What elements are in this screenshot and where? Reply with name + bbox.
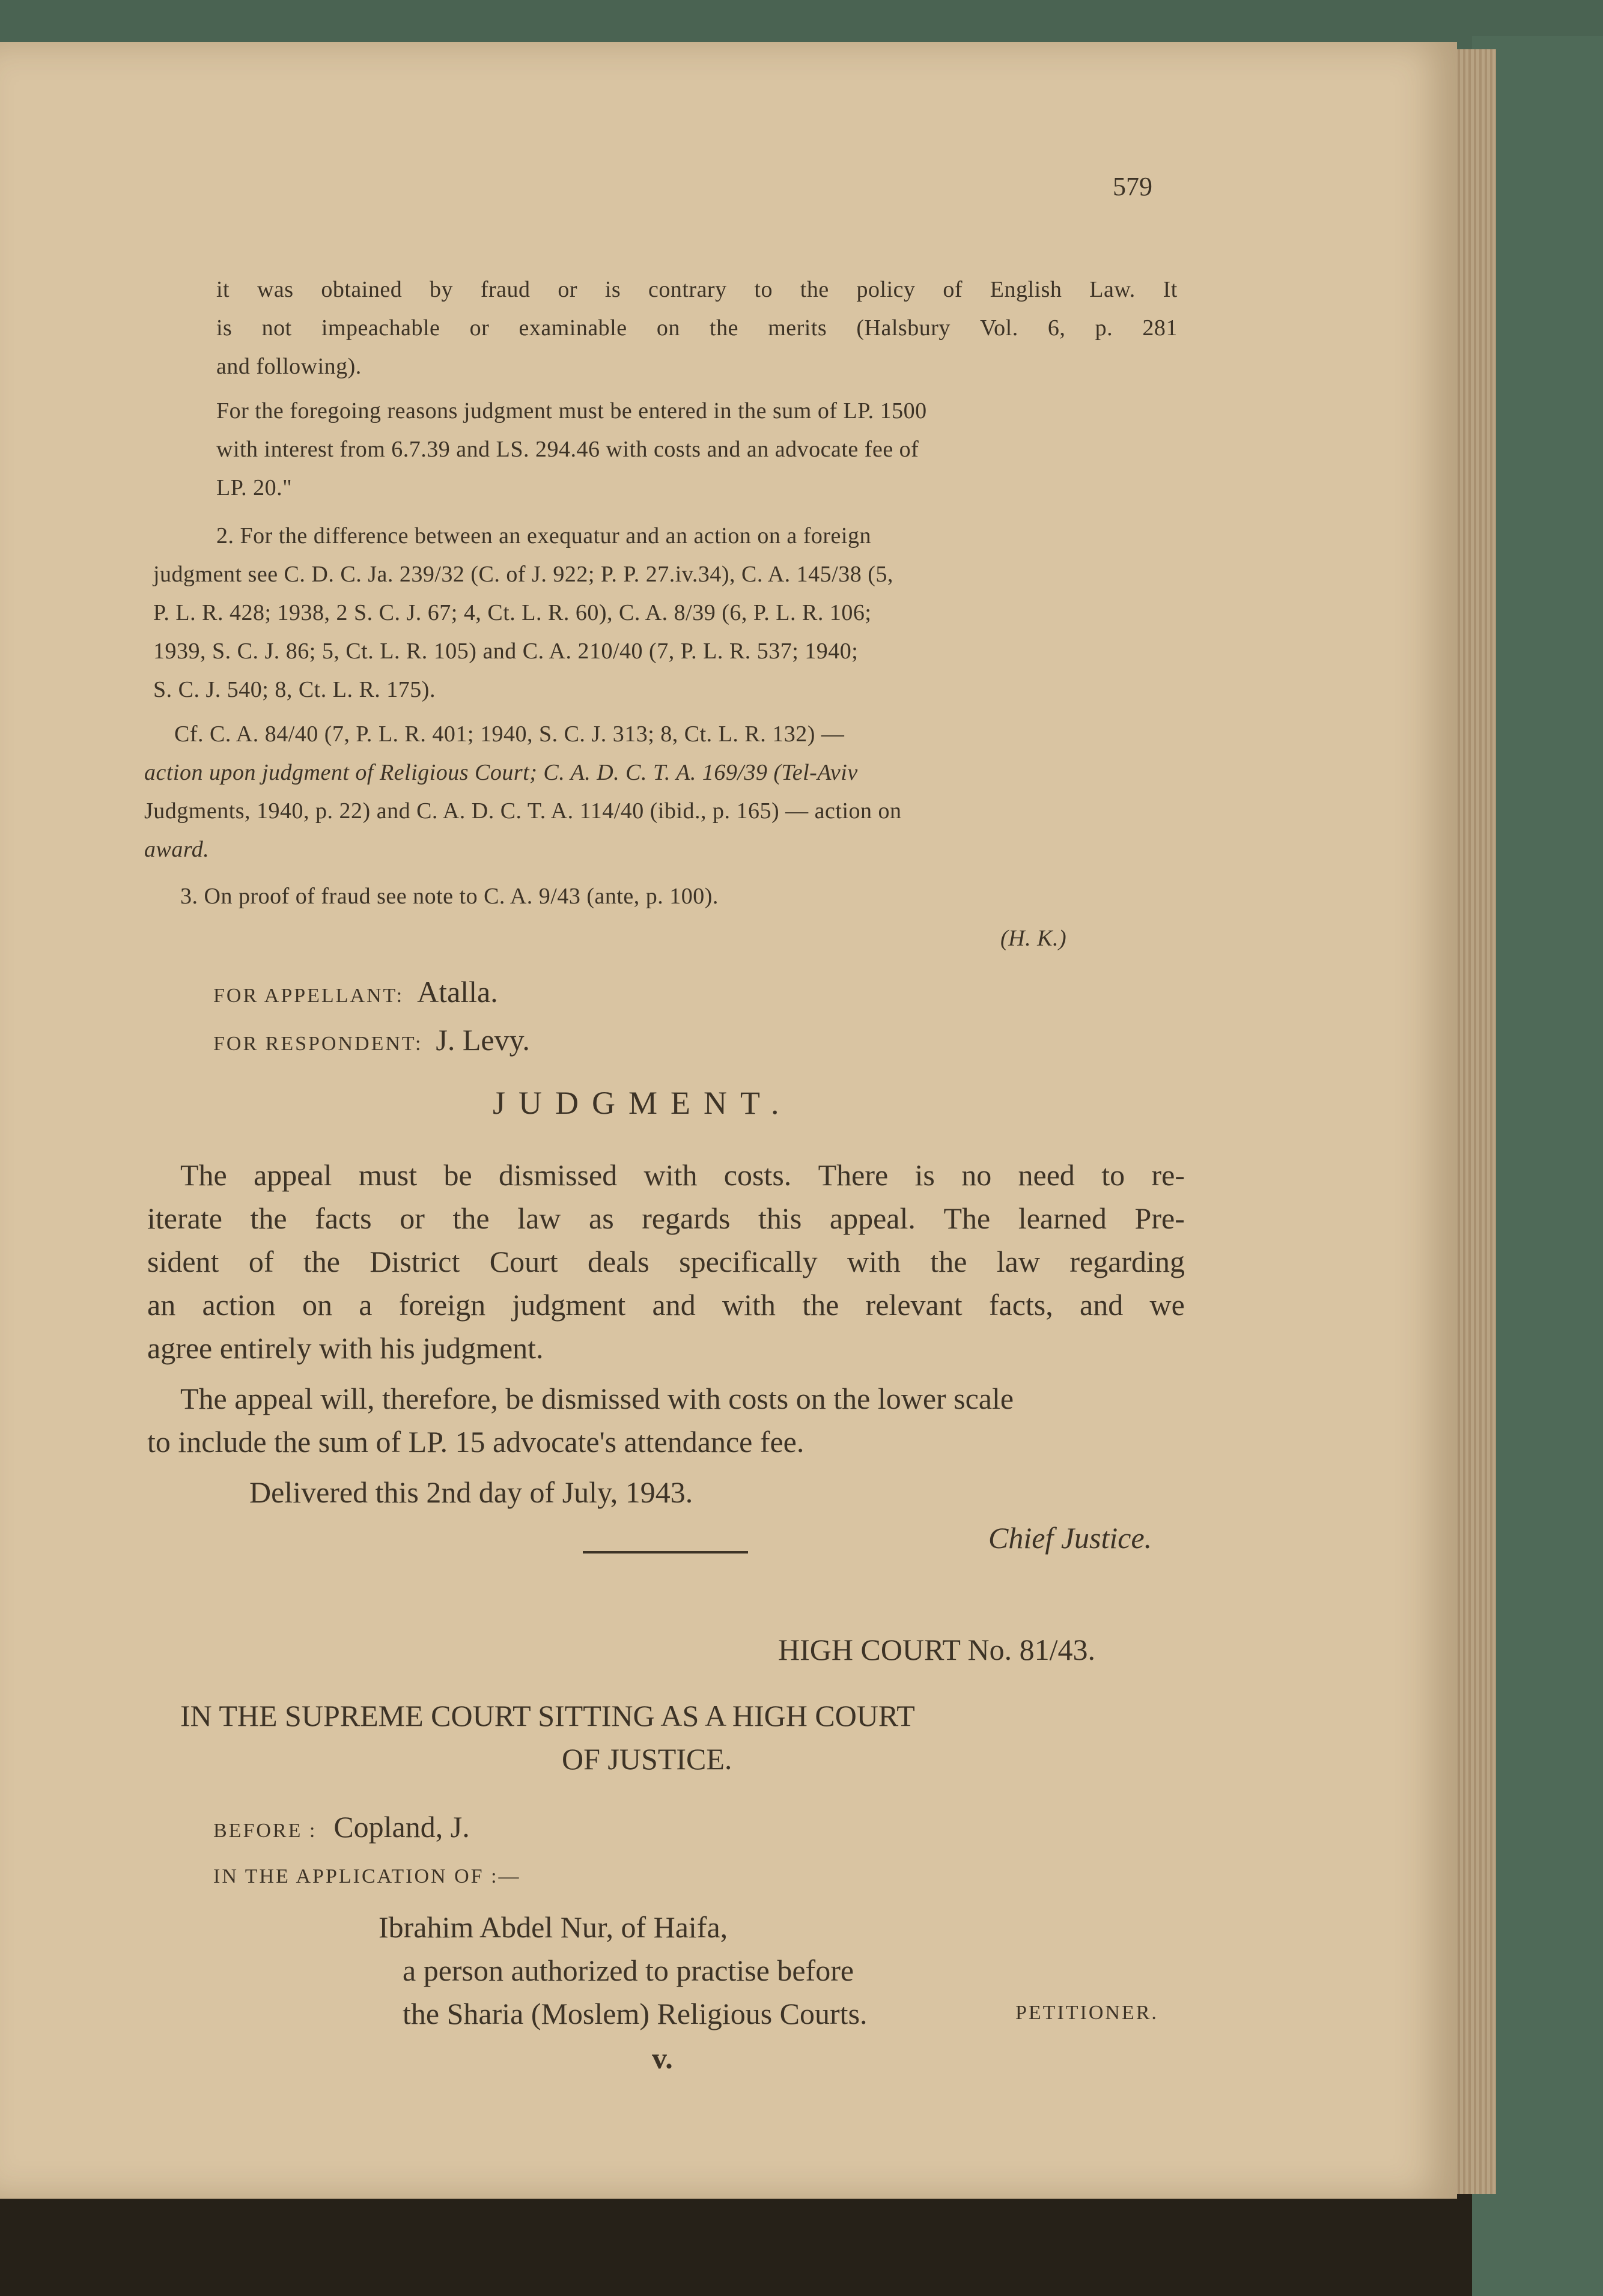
respondent-row [213, 1018, 530, 1061]
footnote-line: S. C. J. 540; 8, Ct. L. R. 175). [153, 677, 436, 702]
footnote-line: 2. For the difference between an exequatur and an action on a foreign [216, 523, 871, 548]
judgment-line: iterate the facts or the law as regards this appeal. The learned Pre- [147, 1201, 1185, 1235]
appellant-name: Atalla. [417, 975, 498, 1009]
cf-line: award. [144, 837, 210, 862]
court-title-line-1: IN THE SUPREME COURT SITTING AS A HIGH COURT [180, 1699, 915, 1733]
petitioner-line: a person authorized to practise before [403, 1954, 854, 1987]
judgment-line: The appeal must be dismissed with costs. There is no need to re- [180, 1158, 1185, 1192]
footnote-3: 3. On proof of fraud see note to C. A. 9/43 (ante, p. 100). [180, 884, 719, 909]
before-row [213, 1805, 470, 1848]
quote-line: For the foregoing reasons judgment must be entered in the sum of LP. 1500 [216, 398, 927, 424]
judgment-line: to include the sum of LP. 15 advocate's attendance fee. [147, 1425, 805, 1459]
quote-line: and following). [216, 354, 362, 379]
footnote-line: judgment see C. D. C. Ja. 239/32 (C. of J. 922; P. P. 27.iv.34), C. A. 145/38 (5, [153, 562, 893, 587]
application-label: IN THE APPLICATION OF :— [213, 1865, 521, 1888]
versus: v. [652, 2041, 673, 2075]
cf-line: Cf. C. A. 84/40 (7, P. L. R. 401; 1940, S. C. J. 313; 8, Ct. L. R. 132) — [174, 721, 845, 747]
respondent-label: FOR RESPONDENT: [213, 1033, 423, 1055]
quote-line: it was obtained by fraud or is contrary to the policy of English Law. It [216, 277, 1178, 302]
petitioner-line: Ibrahim Abdel Nur, of Haifa, [379, 1910, 728, 1944]
judgment-line: The appeal will, therefore, be dismissed with costs on the lower scale [180, 1382, 1014, 1415]
quote-line: with interest from 6.7.39 and LS. 294.46 with costs and an advocate fee of [216, 437, 919, 462]
petitioner-line: the Sharia (Moslem) Religious Courts. [403, 1997, 868, 2030]
court-title-line-2: OF JUSTICE. [562, 1742, 732, 1776]
appellant-row [213, 970, 498, 1013]
page-number: 579 [1113, 172, 1152, 201]
footnote-line: 1939, S. C. J. 86; 5, Ct. L. R. 105) and C. A. 210/40 (7, P. L. R. 537; 1940; [153, 639, 859, 664]
case-number: HIGH COURT No. 81/43. [778, 1633, 1096, 1666]
judgment-line: agree entirely with his judgment. [147, 1331, 544, 1365]
cf-line: Judgments, 1940, p. 22) and C. A. D. C. T. A. 114/40 (ibid., p. 165) — action on [144, 798, 902, 824]
signature: Chief Justice. [988, 1521, 1152, 1555]
before-name: Copland, J. [333, 1810, 470, 1844]
respondent-name: J. Levy. [436, 1023, 530, 1057]
delivered-line: Delivered this 2nd day of July, 1943. [249, 1475, 693, 1509]
quote-line: is not impeachable or examinable on the merits (Halsbury Vol. 6, p. 281 [216, 315, 1178, 341]
judgment-heading: JUDGMENT. [493, 1085, 792, 1121]
initials: (H. K.) [1000, 926, 1067, 951]
petitioner-label: PETITIONER. [1015, 2002, 1158, 2024]
book-page [0, 42, 1457, 2199]
quote-line: LP. 20." [216, 475, 293, 500]
appellant-label: FOR APPELLANT: [213, 985, 404, 1007]
before-label: BEFORE : [213, 1820, 317, 1842]
cf-line: action upon judgment of Religious Court; C. A. D. C. T. A. 169/39 (Tel-Aviv [144, 760, 858, 785]
section-divider [583, 1551, 748, 1553]
judgment-line: an action on a foreign judgment and with the relevant facts, and we [147, 1288, 1185, 1322]
footnote-line: P. L. R. 428; 1938, 2 S. C. J. 67; 4, Ct. L. R. 60), C. A. 8/39 (6, P. L. R. 106; [153, 600, 872, 625]
judgment-line: sident of the District Court deals specifically with the law regarding [147, 1245, 1185, 1278]
